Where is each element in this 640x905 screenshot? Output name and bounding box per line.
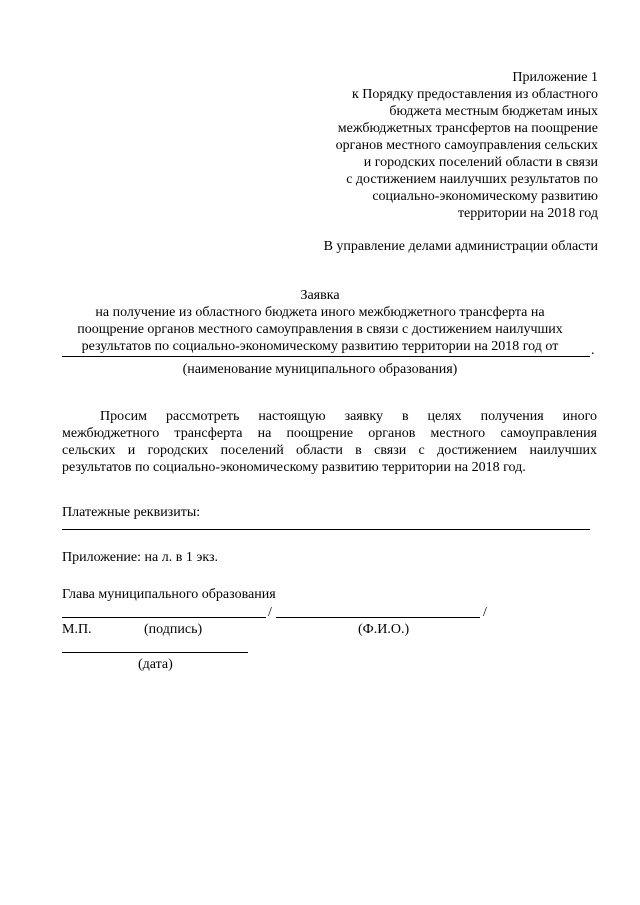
body-line: межбюджетного трансферта на поощрение органов местного самоуправления [62,426,597,441]
slash: / [268,605,272,620]
attachment-text: Приложение: на л. в 1 экз. [62,550,218,565]
municipality-name-line[interactable] [62,356,590,357]
slash: / [483,605,487,620]
appendix-line: межбюджетных трансфертов на поощрение [337,121,598,136]
appendix-line: органов местного самоуправления сельских [335,138,598,153]
title-line: результатов по социально-экономическому развитию территории на 2018 год от [81,339,559,354]
appendix-line: социально-экономическому развитию [372,189,598,204]
municipality-caption: (наименование муниципального образования) [182,362,458,377]
addressee: В управление делами администрации области [323,239,598,254]
application-heading: Заявка [300,288,340,303]
body-line: сельских и городских поселений области в связи с достижением наилучших [62,443,597,458]
stamp-label: М.П. [62,622,92,637]
full-name-line[interactable] [276,617,480,618]
appendix-line: территории на 2018 год [457,206,598,221]
appendix-line: с достижением наилучших результатов по [346,172,598,187]
appendix-line: бюджета местным бюджетам иных [389,104,598,119]
payment-details-line[interactable] [62,529,590,530]
date-caption: (дата) [138,657,173,672]
title-line: поощрение органов местного самоуправления в связи с достижением наилучших [77,322,563,337]
payment-details-label: Платежные реквизиты: [62,505,201,520]
title-line: на получение из областного бюджета иного межбюджетного трансферта на [95,305,545,320]
appendix-line: и городских поселений области в связи [363,155,598,170]
appendix-line: к Порядку предоставления из областного [351,87,598,102]
date-line[interactable] [62,652,248,653]
body-line: результатов по социально-экономическому развитию территории на 2018 год. [62,460,526,475]
body-line: Просим рассмотреть настоящую заявку в целях получения иного [100,409,597,424]
appendix-line: Приложение 1 [512,70,598,85]
title-period: . [591,343,595,358]
head-label: Глава муниципального образования [62,587,276,602]
signature-caption: (подпись) [144,622,203,637]
full-name-caption: (Ф.И.О.) [358,622,410,637]
signature-line[interactable] [62,617,266,618]
